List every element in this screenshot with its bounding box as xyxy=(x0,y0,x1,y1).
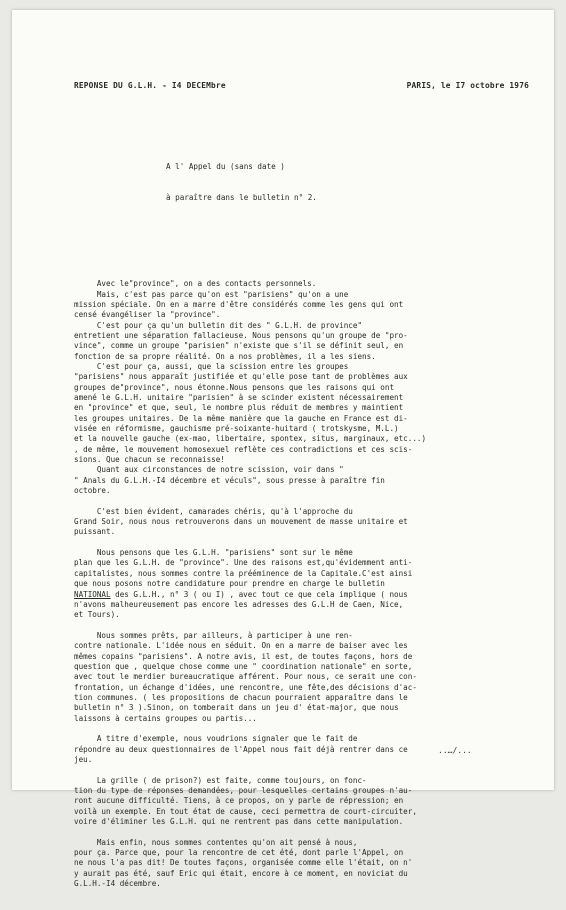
intro-line: A l' Appel du (sans date ) xyxy=(166,161,285,171)
text-line: voire d'éliminer les G.L.H. qui ne rentrent pas dans cette manipulation. xyxy=(74,817,404,827)
text-line: ne nous l'a pas dit! De toutes façons, organisée comme elle l'était, on n' xyxy=(74,858,413,868)
text-line: capitalistes, nous sommes contre la prééminence de la Capitale.C'est ainsi xyxy=(74,568,413,578)
text-line: groupes de"province", nous étonne.Nous pensons que les raisons qui ont xyxy=(74,382,395,392)
text-line: plan que les G.L.H. de "province". Une des raisons est,qu'évidemment anti- xyxy=(74,558,413,568)
text-line: Nous pensons que les G.L.H. "parisiens" sont sur le même xyxy=(74,548,353,558)
text-line xyxy=(74,765,529,775)
text-line: mission spéciale. On en a marre d'être considérés comme les gens qui ont xyxy=(74,299,404,309)
intro-block xyxy=(74,141,529,224)
text-line: Grand Soir, nous nous retrouverons dans un mouvement de masse unitaire et xyxy=(74,517,408,527)
continuation-mark: ..…/... xyxy=(438,746,472,755)
letter-body xyxy=(74,60,529,910)
text-line xyxy=(74,621,529,631)
text-line: et Tours). xyxy=(74,610,120,620)
text-line: C'est bien évident, camarades chéris, qu'à l'approche du xyxy=(74,506,353,516)
text-line: contre nationale. L'idée nous en séduit. On en a marre de baiser avec les xyxy=(74,641,408,651)
text-line: les groupes unitaires. De la même manière que la gauche en France est di- xyxy=(74,413,408,423)
text-line: amené le G.L.H. unitaire "parisien" à se scinder existent nécessairement xyxy=(74,392,404,402)
text-line: Quant aux circonstances de notre scission, voir dans " xyxy=(74,465,344,475)
text-line: vince", comme un groupe "parisien" n'existe que s'il se définit seul, en xyxy=(74,341,404,351)
text-line: puissant. xyxy=(74,527,116,537)
text-line: sions. Que chacun se reconnaisse! xyxy=(74,455,225,465)
text-line: fonction de sa propre réalité. On a nos problèmes, il a les siens. xyxy=(74,351,376,361)
header-title: REPONSE DU G.L.H. - I4 DECEMbre xyxy=(74,80,226,90)
text-line: question que , quelque chose comme une " coordination nationale" en sorte, xyxy=(74,661,413,671)
text-line: tion du type de réponses demandées, pour lesquelles certains groupes n'au- xyxy=(74,786,413,796)
text-line: G.L.H.-I4 décembre. xyxy=(74,879,161,889)
text-line: Avec le"province", on a des contacts personnels. xyxy=(74,279,317,289)
header-date: PARIS, le I7 octobre 1976 xyxy=(406,80,529,90)
intro-line: à paraître dans le bulletin n° 2. xyxy=(166,192,317,202)
text-line: censé évangéliser la "province". xyxy=(74,310,221,320)
text-line xyxy=(74,724,529,734)
text-line: n'avons malheureusement pas encore les adresses des G.L.H de Caen, Nice, xyxy=(74,599,404,609)
text-line: bulletin n° 3 ).Sinon, on tomberait dans un jeu d' état-major, que nous xyxy=(74,703,399,713)
text-line: Mais, c'est pas parce qu'on est "parisiens" qu'on a une xyxy=(74,289,349,299)
text-line: et la nouvelle gauche (ex-mao, libertaire, spontex, situs, marginaux, etc...) xyxy=(74,434,427,444)
text-line: avec tout le merdier bureaucratique afférent. Pour nous, ce serait une con- xyxy=(74,672,417,682)
text-line: "parisiens" nous apparaît justifiée et qu'elle pose tant de problèmes aux xyxy=(74,372,408,382)
text-line: que nous posons notre candidature pour prendre en charge le bulletin xyxy=(74,579,385,589)
text-line: en "province" et que, seul, le nombre plus réduit de membres y maintient xyxy=(74,403,404,413)
letter-header xyxy=(74,81,529,92)
text-line: laissons à certains groupes ou partis... xyxy=(74,713,257,723)
text-line: voilà un exemple. En tout état de cause, ceci permettra de court-circuiter, xyxy=(74,806,417,816)
text-line: C'est pour ça, aussi, que la scission entre les groupes xyxy=(74,361,349,371)
text-line: C'est pour ça qu'un bulletin dit des " G.L.H. de province" xyxy=(74,320,363,330)
text-line xyxy=(74,496,529,506)
text-line: , de même, le mouvement homosexuel reflète ces contradictions et ces scis- xyxy=(74,444,413,454)
text-line: Nous sommes prêts, par ailleurs, à participer à une ren- xyxy=(74,630,353,640)
text-line: Mais enfin, nous sommes contentes qu'on ait pensé à nous, xyxy=(74,837,358,847)
text-line: frontation, un échange d'idées, une rencontre, une fête,des décisions d'ac- xyxy=(74,682,417,692)
text-line: tion communes. ( les propositions de chacun pourraient apparaître dans le xyxy=(74,692,408,702)
letter-text xyxy=(74,279,529,889)
text-line: octobre. xyxy=(74,486,111,496)
text-line: NATIONAL des G.L.H., n° 3 ( ou I) , avec tout ce que cela implique ( nous xyxy=(74,589,408,599)
text-line: visée en réformisme, gauchisme pré-soixante-huitard ( trotskysme, M.L.) xyxy=(74,424,399,433)
text-line: pour ça. Parce que, pour la rencontre de cet été, dont parle l'Appel, on xyxy=(74,848,404,858)
text-line: jeu. xyxy=(74,755,93,764)
text-line: entretient une séparation fallacieuse. Nous pensons qu'un groupe de "pro- xyxy=(74,330,408,340)
text-line: y aurait pas été, sauf Eric qui était, encore à ce moment, en noviciat du xyxy=(74,868,408,878)
document-page xyxy=(12,10,554,889)
text-line: La grille ( de prison?) est faite, comme toujours, on fonc- xyxy=(74,775,367,785)
text-line: " Anals du G.L.H.-I4 décembre et véculs", sous presse à paraître fin xyxy=(74,475,385,485)
text-line: A titre d'exemple, nous voudrions signaler que le fait de xyxy=(74,734,358,744)
text-line xyxy=(74,827,529,837)
text-line xyxy=(74,538,529,548)
text-line: ront aucune difficulté. Tiens, à ce propos, on y parle de répression; en xyxy=(74,796,404,806)
text-line: mêmes copains "parisiens". A notre avis, il est, de toutes façons, hors de xyxy=(74,651,413,661)
text-line: répondre au deux questionnaires de l'Appel nous fait déjà rentrer dans ce xyxy=(74,744,408,754)
